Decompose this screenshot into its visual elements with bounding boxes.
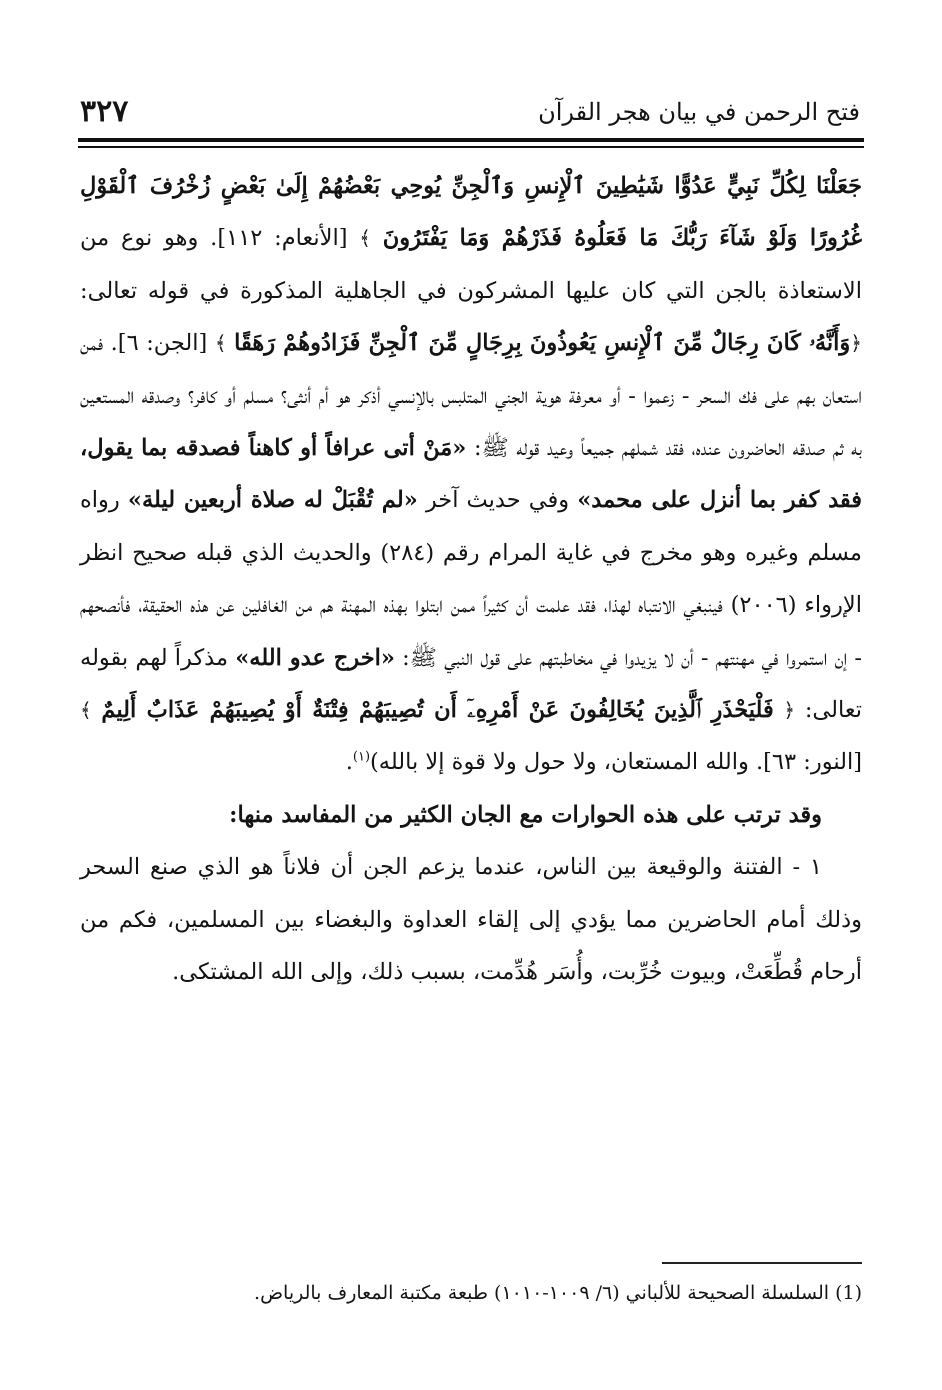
quran-verse-jinn: وَأَنَّهُۥ كَانَ رِجَالٌ مِّنَ ٱلْإِنسِ يَعُوذُونَ بِرِجَالٍ مِّنَ ٱلْجِنِّ فَزَادُوهُمْ رَهَقًا [234, 330, 851, 357]
paragraph-1 [80, 160, 862, 789]
running-title: فتح الرحمن في بيان هجر القرآن [538, 98, 860, 126]
page-header [80, 88, 860, 132]
verse-reference-anam: [الأنعام: ١١٢]. وهو نوع من الاستعاذة بالجن التي كان عليها المشركون في الجاهلية المذكورة في قوله تعالى: [80, 225, 862, 304]
header-rule-thin [78, 146, 864, 148]
footnote-rule [662, 1262, 862, 1264]
verse-bracket-close: ﴾ [80, 698, 92, 723]
list-item-1: ١ - الفتنة والوقيعة بين الناس، عندما يزعم الجن أن فلاناً هو الذي صنع السحر وذلك أمام الحاضرين مما يؤدي إلى إلقاء العداوة والبغضاء بين المسلمين، فكم من أرحام قُطِّعَتْ، وبيوت خُرِّبت، وأُسَر هُدِّمت، بسبب ذلك، وإلى الله المشتكى. [80, 854, 862, 986]
quran-verse-anam: جَعَلْنَا لِكُلِّ نَبِيٍّ عَدُوًّا شَيَٰطِينَ ٱلْإِنسِ وَٱلْجِنِّ يُوحِي بَعْضُهُمْ إِلَىٰ بَعْضٍ زُخْرُفَ ٱلْقَوْلِ غُرُورًا وَلَوْ شَآءَ رَبُّكَ مَا فَعَلُوهُ فَذَرْهُمْ وَمَا يَفْتَرُونَ [80, 173, 862, 252]
footnote-marker: (١) [352, 749, 371, 765]
quran-verse-nur: فَلْيَحْذَرِ ٱلَّذِينَ يُخَالِفُونَ عَنْ أَمْرِهِۦٓ أَن تُصِيبَهُمْ فِتْنَةٌ أَوْ يُصِيبَهُمْ عَذَابٌ أَلِيمٌ [101, 697, 774, 724]
page-number: ٣٢٧ [80, 94, 129, 129]
body-text: رواه مسلم وغيره وهو مخرج في غاية المرام رقم (٢٨٤) والحديث الذي قبله صحيح انظر الإرواء (٢٠٠٦) فينبغي الانتباه لهذا، فقد علمت أن كثيراً ممن ابتلوا بهذه المهنة هم من الغافلين عن هذه الحقيقة، فأنصحهم - إن استمروا في مهنتهم - أن لا يزيدوا في مخاطبتهم على قول النبي ﷺ: [80, 487, 862, 671]
verse-reference-nur: [النور: ٦٣]. والله المستعان، ولا حول ولا قوة إلا بالله) [370, 749, 862, 776]
verse-bracket-open: ﴿ [783, 698, 796, 723]
verse-bracket-open: ﴿ [850, 331, 863, 356]
page-body [80, 160, 862, 999]
hadith-quote: «مَنْ أتى عرافاً أو كاهناً فصدقه بما يقول، فقد كفر بما أنزل على محمد» [80, 435, 863, 514]
footnote: (1) السلسلة الصحيحة للألباني (٦/ ١٠٠٩-١٠١٠) طبعة مكتبة المعارف بالرياض. [254, 1282, 862, 1304]
verse-bracket-close: ﴾ [214, 331, 227, 356]
body-text: مذكراً لهم بقوله تعالى: [80, 644, 862, 724]
hadith-quote: «اخرج عدو الله» [235, 644, 395, 671]
body-text: وفي حديث آخر [425, 487, 570, 514]
verse-bracket-close: ﴾ [359, 226, 371, 251]
sentence-end: . [345, 749, 353, 776]
header-rule-thick [78, 138, 864, 142]
body-text: [الجن: ٦]. فمن استعان بهم على فك السحر - زعموا - أو معرفة هوية الجني المتلبس بالإنسي أذكر هو أم أنثى؟ مسلم أو كافر؟ وصدقه المستعين به ثم صدقه الحاضرون عنده، فقد شملهم جميعاً وعيد قوله ﷺ: [80, 330, 862, 462]
section-subheading: وقد ترتب على هذه الحوارات مع الجان الكثير من المفاسد منها: [229, 801, 822, 828]
hadith-quote: «لم تُقْبَلْ له صلاة أربعين ليلة» [127, 487, 418, 514]
